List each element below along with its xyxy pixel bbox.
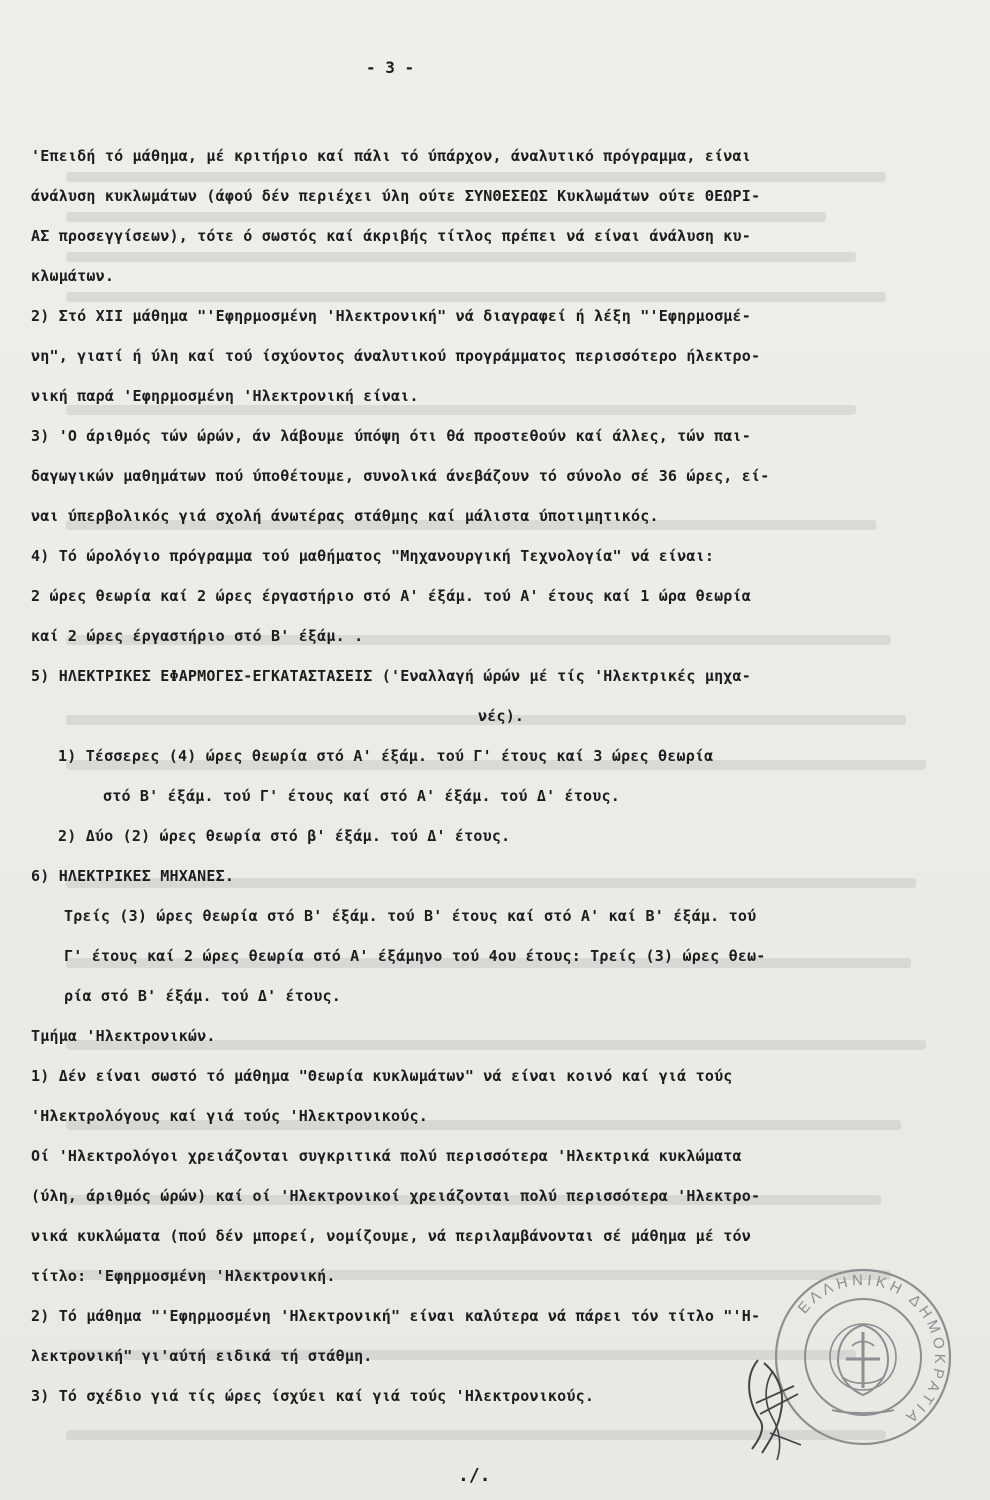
body-line: 2 ώρες θεωρία καί 2 ώρες έργαστήριο στό Α' έξάμ. τού Α' έτους καί 1 ώρα θεωρία <box>31 587 751 605</box>
body-line: 2) Στό ΧΙΙ μάθημα "'Εφηρμοσμένη 'Ηλεκτρονική" νά διαγραφεί ή λέξη "'Εφηρμοσμέ- <box>31 307 751 325</box>
signature-icon <box>738 1345 818 1465</box>
body-line: ΑΣ προσεγγίσεων), τότε ό σωστός καί άκριβής τίτλος πρέπει νά είναι άνάλυση κυ- <box>31 227 751 245</box>
body-line: 6) ΗΛΕΚΤΡΙΚΕΣ ΜΗΧΑΝΕΣ. <box>31 867 235 885</box>
body-line: ρία στό Β' έξάμ. τού Δ' έτους. <box>64 987 341 1005</box>
body-line: τίτλο: 'Εφηρμοσμένη 'Ηλεκτρονική. <box>31 1267 336 1285</box>
body-line: Τμήμα 'Ηλεκτρονικών. <box>31 1027 216 1045</box>
body-line: 'Ηλεκτρολόγους καί γιά τούς 'Ηλεκτρονικούς. <box>31 1107 428 1125</box>
body-line: Οί 'Ηλεκτρολόγοι χρειάζονται συγκριτικά πολύ περισσότερα 'Ηλεκτρικά κυκλώματα <box>31 1147 742 1165</box>
stamp-text: ΕΛΛΗΝΙΚΗ ΔΗΜΟΚΡΑΤΙΑ <box>794 1271 949 1428</box>
body-line: 2) Τό μάθημα "'Εφηρμοσμένη 'Ηλεκτρονική" είναι καλύτερα νά πάρει τόν τίτλο "'Η- <box>31 1307 761 1325</box>
body-line: Γ' έτους καί 2 ώρες θεωρία στό Α' έξάμηνο τού 4ου έτους: Τρείς (3) ώρες θεω- <box>64 947 766 965</box>
body-line: καί 2 ώρες έργαστήριο στό Β' έξάμ. . <box>31 627 364 645</box>
body-line: άνάλυση κυκλωμάτων (άφού δέν περιέχει ύλη ούτε ΣΥΝΘΕΣΕΩΣ Κυκλωμάτων ούτε ΘΕΩΡΙ- <box>31 187 761 205</box>
body-line: δαγωγικών μαθημάτων πού ύποθέτουμε, συνολικά άνεβάζουν τό σύνολο σέ 36 ώρες, εί- <box>31 467 770 485</box>
body-line: 4) Τό ώρολόγιο πρόγραμμα τού μαθήματος "Μηχανουργική Τεχνολογία" νά είναι: <box>31 547 715 565</box>
body-line: ναι ύπερβολικός γιά σχολή άνωτέρας στάθμης καί μάλιστα ύποτιμητικός. <box>31 507 659 525</box>
continuation-mark: ./. <box>458 1465 491 1486</box>
body-line: νές). <box>478 707 525 725</box>
body-line: λεκτρονική" γι'αύτή ειδικά τή στάθμη. <box>31 1347 373 1365</box>
body-line: στό Β' έξάμ. τού Γ' έτους καί στό Α' έξάμ. τού Δ' έτους. <box>103 787 620 805</box>
body-line: νική παρά 'Εφηρμοσμένη 'Ηλεκτρονική είναι. <box>31 387 419 405</box>
body-line: 3) 'Ο άριθμός τών ώρών, άν λάβουμε ύπόψη ότι θά προστεθούν καί άλλες, τών παι- <box>31 427 751 445</box>
body-line: 2) Δύο (2) ώρες θεωρία στό β' έξάμ. τού Δ' έτους. <box>58 827 511 845</box>
body-line: 5) ΗΛΕΚΤΡΙΚΕΣ ΕΦΑΡΜΟΓΕΣ-ΕΓΚΑΤΑΣΤΑΣΕΙΣ ('Εναλλαγή ώρών μέ τίς 'Ηλεκτρικές μηχα- <box>31 667 751 685</box>
body-line: 1) Τέσσερες (4) ώρες θεωρία στό Α' έξάμ. τού Γ' έτους καί 3 ώρες θεωρία <box>58 747 714 765</box>
body-line: 3) Τό σχέδιο γιά τίς ώρες ίσχύει καί γιά τούς 'Ηλεκτρονικούς. <box>31 1387 595 1405</box>
body-line: νη", γιατί ή ύλη καί τού ίσχύοντος άναλυτικού προγράμματος περισσότερο ήλεκτρο- <box>31 347 761 365</box>
body-line: Τρείς (3) ώρες θεωρία στό Β' έξάμ. τού Β' έτους καί στό Α' καί Β' έξάμ. τού <box>64 907 757 925</box>
page-number: - 3 - <box>366 58 415 77</box>
body-line: νικά κυκλώματα (πού δέν μπορεί, νομίζουμε, νά περιλαμβάνονται σέ μάθημα μέ τόν <box>31 1227 751 1245</box>
body-line: 1) Δέν είναι σωστό τό μάθημα "Θεωρία κυκλωμάτων" νά είναι κοινό καί γιά τούς <box>31 1067 733 1085</box>
body-line: 'Επειδή τό μάθημα, μέ κριτήριο καί πάλι τό ύπάρχον, άναλυτικό πρόγραμμα, είναι <box>31 147 751 165</box>
body-line: κλωμάτων. <box>31 267 115 285</box>
body-line: (ύλη, άριθμός ώρών) καί οί 'Ηλεκτρονικοί χρειάζονται πολύ περισσότερα 'Ηλεκτρο- <box>31 1187 761 1205</box>
